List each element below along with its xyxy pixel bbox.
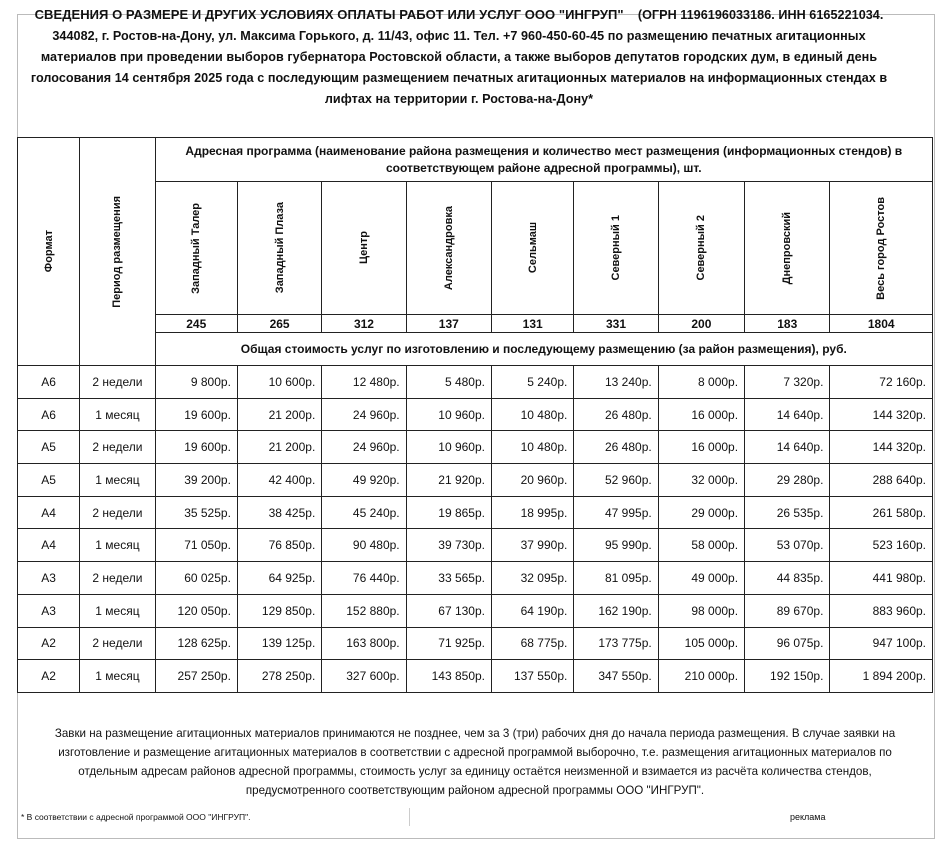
count-row — [18, 315, 933, 333]
price-cell: 261 580р. — [830, 496, 933, 529]
price-cell: 5 240р. — [492, 366, 574, 399]
title-line-5: лифтах на территории г. Ростова-на-Дону* — [324, 92, 594, 106]
note-line-4: предусмотренного соответствующим районом адресной программы ООО "ИНГРУП". — [245, 784, 705, 797]
period-cell: 2 недели — [80, 496, 155, 529]
price-cell: 1 894 200р. — [830, 660, 933, 693]
program-header: Адресная программа (наименование района размещения и количество мест размещения (информационных стендов) в соответствующем районе адресной программы), шт. — [155, 138, 932, 182]
table-row — [18, 529, 933, 562]
format-cell: А3 — [18, 594, 80, 627]
price-cell: 35 525р. — [155, 496, 237, 529]
price-cell: 71 925р. — [406, 627, 491, 660]
note-line-2: изготовление и размещение агитационных материалов в соответствии с адресной программой выборочно, т.е. размещения агитационных материалов по — [58, 746, 892, 759]
price-cell: 49 000р. — [658, 562, 744, 595]
district-name: Северный 2 — [695, 215, 708, 281]
stand-count: 200 — [658, 315, 744, 333]
price-cell: 19 600р. — [155, 431, 237, 464]
district-name: Западный Талер — [190, 202, 203, 294]
stand-count: 245 — [155, 315, 237, 333]
price-cell: 947 100р. — [830, 627, 933, 660]
price-cell: 72 160р. — [830, 366, 933, 399]
district-name: Весь город Ростов — [875, 196, 888, 300]
footnote: * В соответствии с адресной программой ООО "ИНГРУП". — [21, 812, 251, 822]
price-cell: 883 960р. — [830, 594, 933, 627]
price-cell: 67 130р. — [406, 594, 491, 627]
period-cell: 2 недели — [80, 627, 155, 660]
format-cell: А5 — [18, 431, 80, 464]
stand-count: 312 — [322, 315, 406, 333]
district-name: Сельмаш — [526, 222, 539, 274]
price-cell: 21 200р. — [237, 431, 321, 464]
price-cell: 5 480р. — [406, 366, 491, 399]
price-cell: 26 535р. — [745, 496, 830, 529]
format-cell: А4 — [18, 496, 80, 529]
period-cell: 1 месяц — [80, 594, 155, 627]
price-cell: 20 960р. — [492, 464, 574, 497]
price-cell: 163 800р. — [322, 627, 406, 660]
title-line-1 — [0, 4, 918, 26]
price-cell: 68 775р. — [492, 627, 574, 660]
title-registration: (ОГРН 1196196033186. ИНН 6165221034. — [637, 8, 884, 22]
note-line-1: Завки на размещение агитационных материалов принимаются не позднее, чем за 3 (три) рабочих дня до начала периода размещения. В случае заявки на — [54, 727, 896, 740]
format-cell: А2 — [18, 660, 80, 693]
table-row — [18, 627, 933, 660]
title-main: СВЕДЕНИЯ О РАЗМЕРЕ И ДРУГИХ УСЛОВИЯХ ОПЛАТЫ РАБОТ ИЛИ УСЛУГ ООО "ИНГРУП" — [34, 7, 624, 22]
district-header-cell — [574, 182, 658, 315]
price-cell: 278 250р. — [237, 660, 321, 693]
price-cell: 10 480р. — [492, 431, 574, 464]
district-header-cell — [830, 182, 933, 315]
footer-divider — [409, 808, 410, 826]
price-cell: 105 000р. — [658, 627, 744, 660]
district-header-cell — [406, 182, 491, 315]
stand-count: 331 — [574, 315, 658, 333]
price-cell: 96 075р. — [745, 627, 830, 660]
price-cell: 52 960р. — [574, 464, 658, 497]
price-cell: 162 190р. — [574, 594, 658, 627]
price-cell: 44 835р. — [745, 562, 830, 595]
title-line-4: голосования 14 сентября 2025 года с последующим размещением печатных агитационных материалов на информационных стендах в — [30, 71, 888, 85]
period-cell: 2 недели — [80, 366, 155, 399]
stand-count: 183 — [745, 315, 830, 333]
district-header-cell — [155, 182, 237, 315]
price-cell: 523 160р. — [830, 529, 933, 562]
price-cell: 64 925р. — [237, 562, 321, 595]
format-cell: А2 — [18, 627, 80, 660]
price-cell: 14 640р. — [745, 431, 830, 464]
price-cell: 33 565р. — [406, 562, 491, 595]
table-row — [18, 464, 933, 497]
price-cell: 49 920р. — [322, 464, 406, 497]
terms-note — [17, 724, 933, 800]
price-cell: 8 000р. — [658, 366, 744, 399]
price-cell: 152 880р. — [322, 594, 406, 627]
price-cell: 144 320р. — [830, 431, 933, 464]
pricing-table — [17, 137, 933, 693]
period-cell: 1 месяц — [80, 398, 155, 431]
price-cell: 173 775р. — [574, 627, 658, 660]
period-header: Период размещения — [111, 195, 124, 308]
district-header-cell — [745, 182, 830, 315]
period-cell: 2 недели — [80, 562, 155, 595]
district-header-cell — [322, 182, 406, 315]
price-cell: 137 550р. — [492, 660, 574, 693]
advertisement-label: реклама — [790, 812, 826, 822]
price-cell: 29 280р. — [745, 464, 830, 497]
stand-count: 131 — [492, 315, 574, 333]
title-line-2: 344082, г. Ростов-на-Дону, ул. Максима Горького, д. 11/43, офис 11. Тел. +7 960-450-60-45 по размещению печатных агитационных — [52, 29, 866, 43]
price-cell: 39 730р. — [406, 529, 491, 562]
price-cell: 144 320р. — [830, 398, 933, 431]
price-cell: 19 600р. — [155, 398, 237, 431]
price-cell: 21 200р. — [237, 398, 321, 431]
price-cell: 18 995р. — [492, 496, 574, 529]
period-cell: 2 недели — [80, 431, 155, 464]
price-cell: 16 000р. — [658, 431, 744, 464]
format-header-cell — [18, 138, 80, 366]
note-line-3: отдельным адресам районов адресной программы, стоимость услуг за единицу остаётся неизменной и взимается из расчёта количества стендов, — [78, 765, 872, 778]
price-cell: 89 670р. — [745, 594, 830, 627]
format-header: Формат — [42, 230, 55, 273]
format-cell: А6 — [18, 398, 80, 431]
stand-count: 265 — [237, 315, 321, 333]
price-cell: 257 250р. — [155, 660, 237, 693]
price-cell: 60 025р. — [155, 562, 237, 595]
table-row — [18, 660, 933, 693]
document-title — [0, 4, 918, 110]
price-cell: 29 000р. — [658, 496, 744, 529]
price-cell: 288 640р. — [830, 464, 933, 497]
price-cell: 47 995р. — [574, 496, 658, 529]
district-name: Северный 1 — [610, 215, 623, 281]
price-cell: 441 980р. — [830, 562, 933, 595]
district-header-cell — [237, 182, 321, 315]
format-cell: А5 — [18, 464, 80, 497]
table-row — [18, 398, 933, 431]
district-header-cell — [492, 182, 574, 315]
price-cell: 347 550р. — [574, 660, 658, 693]
stand-count: 137 — [406, 315, 491, 333]
price-cell: 13 240р. — [574, 366, 658, 399]
format-cell: А6 — [18, 366, 80, 399]
price-cell: 26 480р. — [574, 398, 658, 431]
price-cell: 90 480р. — [322, 529, 406, 562]
format-cell: А4 — [18, 529, 80, 562]
district-name: Днепровский — [781, 211, 794, 285]
price-cell: 139 125р. — [237, 627, 321, 660]
price-cell: 10 600р. — [237, 366, 321, 399]
title-line-3: материалов при проведении выборов губернатора Ростовской области, а также выборов депутатов городских дум, в единый день — [40, 50, 878, 64]
price-cell: 64 190р. — [492, 594, 574, 627]
price-cell: 38 425р. — [237, 496, 321, 529]
price-cell: 24 960р. — [322, 398, 406, 431]
district-header-cell — [658, 182, 744, 315]
price-cell: 95 990р. — [574, 529, 658, 562]
price-cell: 12 480р. — [322, 366, 406, 399]
period-cell: 1 месяц — [80, 529, 155, 562]
district-row — [18, 182, 933, 315]
price-cell: 16 000р. — [658, 398, 744, 431]
price-cell: 21 920р. — [406, 464, 491, 497]
price-cell: 9 800р. — [155, 366, 237, 399]
price-cell: 98 000р. — [658, 594, 744, 627]
price-cell: 32 000р. — [658, 464, 744, 497]
price-cell: 81 095р. — [574, 562, 658, 595]
price-cell: 10 960р. — [406, 398, 491, 431]
table-row — [18, 594, 933, 627]
district-name: Центр — [357, 231, 370, 265]
price-cell: 24 960р. — [322, 431, 406, 464]
cost-header: Общая стоимость услуг по изготовлению и последующему размещению (за район размещения), руб. — [155, 333, 932, 366]
price-cell: 71 050р. — [155, 529, 237, 562]
table-row — [18, 496, 933, 529]
table-row — [18, 431, 933, 464]
price-cell: 327 600р. — [322, 660, 406, 693]
price-cell: 76 850р. — [237, 529, 321, 562]
period-cell: 1 месяц — [80, 660, 155, 693]
price-cell: 58 000р. — [658, 529, 744, 562]
price-cell: 10 960р. — [406, 431, 491, 464]
price-cell: 37 990р. — [492, 529, 574, 562]
stand-count: 1804 — [830, 315, 933, 333]
price-cell: 192 150р. — [745, 660, 830, 693]
price-cell: 76 440р. — [322, 562, 406, 595]
price-cell: 129 850р. — [237, 594, 321, 627]
table-row — [18, 366, 933, 399]
period-cell: 1 месяц — [80, 464, 155, 497]
table-row — [18, 562, 933, 595]
price-cell: 45 240р. — [322, 496, 406, 529]
price-cell: 19 865р. — [406, 496, 491, 529]
price-cell: 143 850р. — [406, 660, 491, 693]
price-cell: 120 050р. — [155, 594, 237, 627]
price-cell: 32 095р. — [492, 562, 574, 595]
district-name: Александровка — [442, 205, 455, 291]
price-cell: 42 400р. — [237, 464, 321, 497]
district-name: Западный Плаза — [273, 202, 286, 294]
price-cell: 10 480р. — [492, 398, 574, 431]
price-cell: 39 200р. — [155, 464, 237, 497]
price-cell: 26 480р. — [574, 431, 658, 464]
format-cell: А3 — [18, 562, 80, 595]
price-cell: 128 625р. — [155, 627, 237, 660]
price-cell: 7 320р. — [745, 366, 830, 399]
price-cell: 14 640р. — [745, 398, 830, 431]
price-cell: 53 070р. — [745, 529, 830, 562]
price-cell: 210 000р. — [658, 660, 744, 693]
period-header-cell — [80, 138, 155, 366]
